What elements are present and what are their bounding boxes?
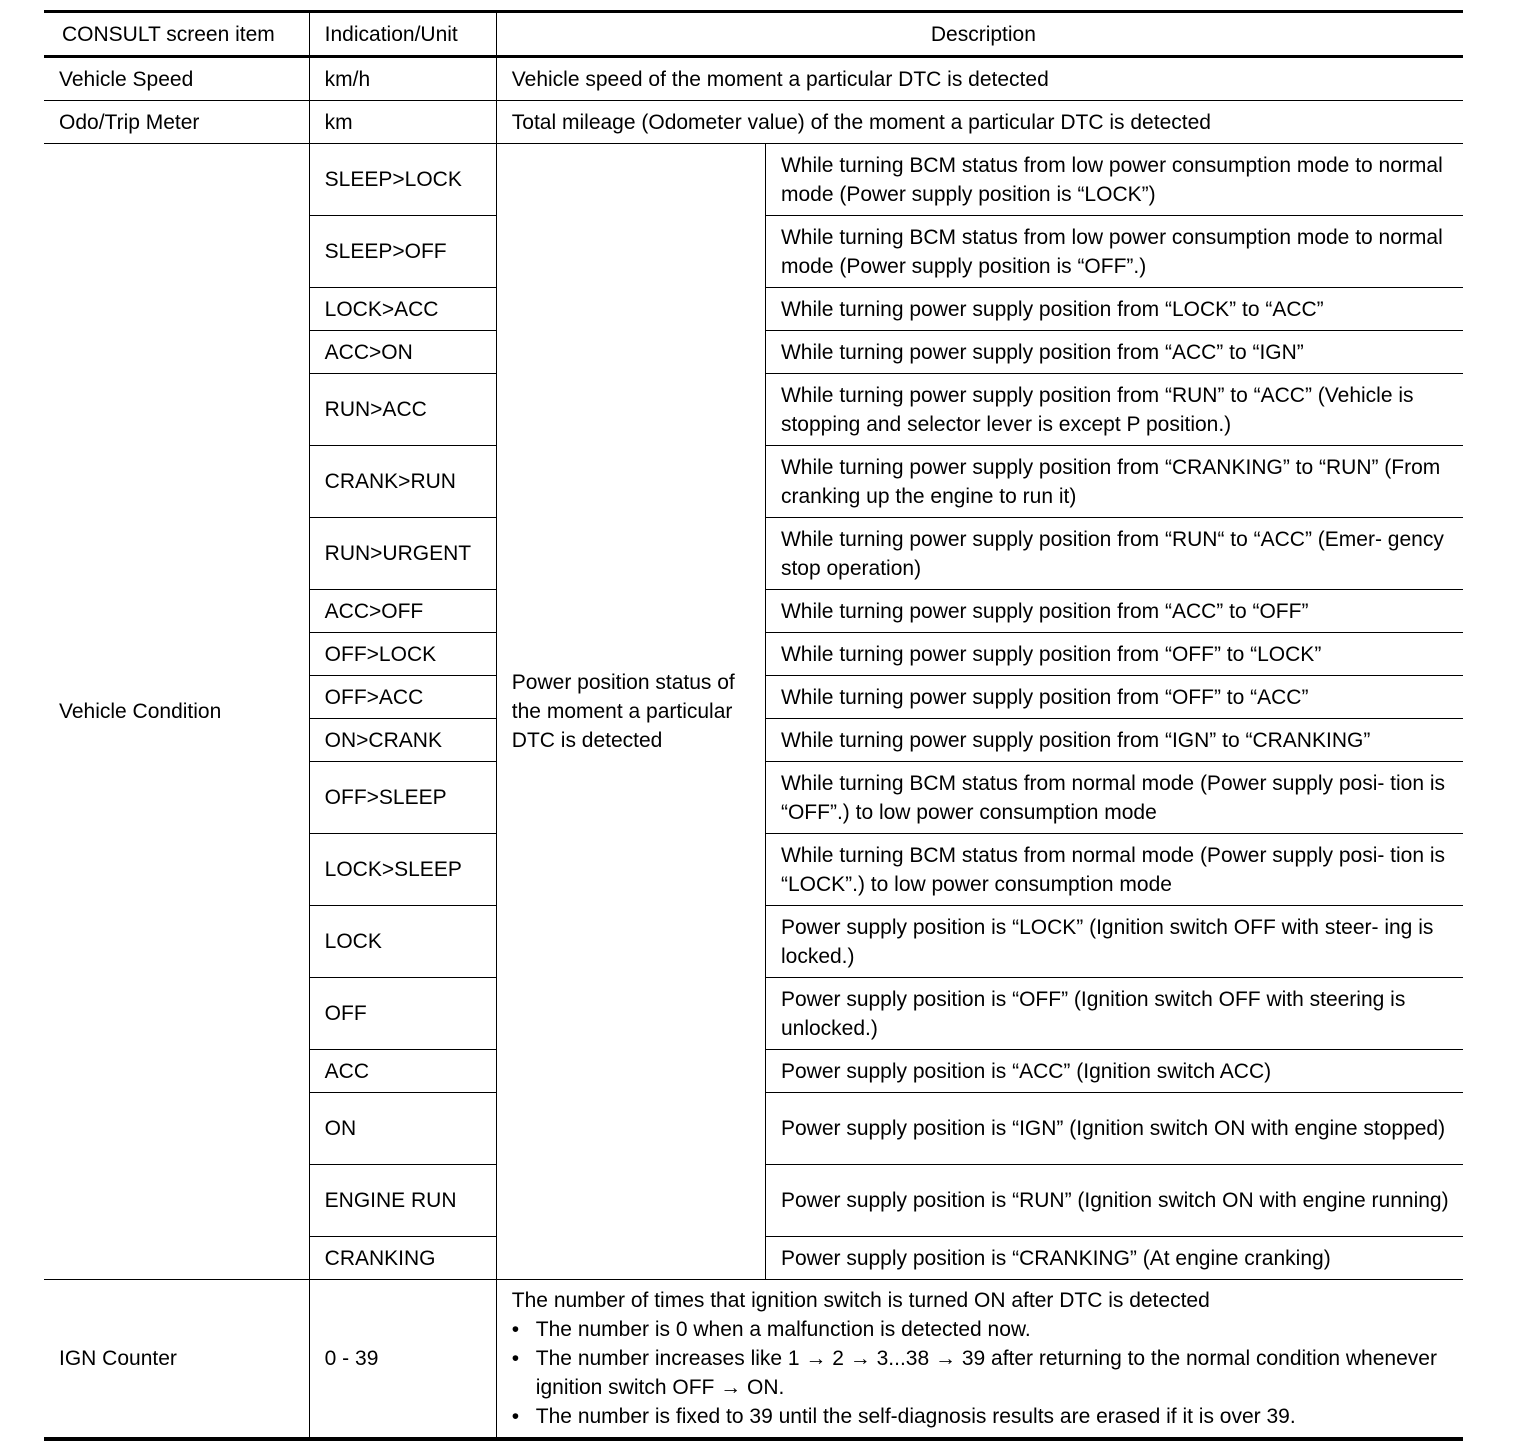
- condition-description: While turning BCM status from low power consumption mode to normal mode (Power supply position is “LOCK”): [765, 144, 1463, 216]
- condition-description: While turning BCM status from normal mode (Power supply posi- tion is “OFF”.) to low power consumption mode: [765, 762, 1463, 834]
- consult-data-table-document: [44, 10, 1463, 1441]
- odo-trip-unit: km: [309, 101, 496, 144]
- condition-description: While turning power supply position from “ACC” to “OFF”: [765, 590, 1463, 633]
- condition-description: Power supply position is “CRANKING” (At engine cranking): [765, 1237, 1463, 1280]
- bullet-text: The number increases like 1 → 2 → 3...38 → 39 after returning to the normal condition whenever ignition switch OFF → ON.: [535, 1347, 1437, 1399]
- condition-description: While turning BCM status from normal mode (Power supply posi- tion is “LOCK”.) to low power consumption mode: [765, 834, 1463, 906]
- condition-description: While turning power supply position from “RUN” to “ACC” (Vehicle is stopping and selector lever is except P position.): [765, 374, 1463, 446]
- table-row: [44, 101, 1463, 144]
- condition-value: OFF: [309, 978, 496, 1050]
- ign-counter-bullet-list: [512, 1315, 1453, 1431]
- header-row: [44, 12, 1463, 57]
- condition-value: ACC>OFF: [309, 590, 496, 633]
- header-description: Description: [496, 12, 1463, 57]
- condition-description: Power supply position is “LOCK” (Ignition switch OFF with steer- ing is locked.): [765, 906, 1463, 978]
- table-row: [44, 1280, 1463, 1440]
- vehicle-speed-item: Vehicle Speed: [44, 57, 309, 101]
- bullet-icon: •: [511, 1405, 520, 1428]
- table-row: [44, 57, 1463, 101]
- bullet-text: The number is fixed to 39 until the self-diagnosis results are erased if it is over 39.: [535, 1405, 1296, 1428]
- consult-data-table: [44, 10, 1463, 1441]
- condition-value: SLEEP>OFF: [309, 216, 496, 288]
- odo-trip-item: Odo/Trip Meter: [44, 101, 309, 144]
- condition-value: ON>CRANK: [309, 719, 496, 762]
- odo-trip-description: Total mileage (Odometer value) of the moment a particular DTC is detected: [496, 101, 1463, 144]
- condition-value: ACC>ON: [309, 331, 496, 374]
- condition-value: RUN>URGENT: [309, 518, 496, 590]
- vehicle-condition-item: Vehicle Condition: [44, 144, 309, 1280]
- condition-value: CRANKING: [309, 1237, 496, 1280]
- list-item: [512, 1344, 1453, 1402]
- ign-counter-description: [496, 1280, 1463, 1440]
- condition-description: While turning power supply position from “OFF” to “LOCK”: [765, 633, 1463, 676]
- condition-value: LOCK>ACC: [309, 288, 496, 331]
- vehicle-speed-description: Vehicle speed of the moment a particular DTC is detected: [496, 57, 1463, 101]
- condition-value: CRANK>RUN: [309, 446, 496, 518]
- condition-value: OFF>SLEEP: [309, 762, 496, 834]
- vehicle-condition-summary: Power position status of the moment a particular DTC is detected: [496, 144, 765, 1280]
- condition-description: While turning power supply position from “OFF” to “ACC”: [765, 676, 1463, 719]
- bullet-text: The number is 0 when a malfunction is detected now.: [535, 1318, 1031, 1341]
- ign-counter-unit: 0 - 39: [309, 1280, 496, 1440]
- condition-description: While turning power supply position from “RUN“ to “ACC” (Emer- gency stop operation): [765, 518, 1463, 590]
- condition-value: LOCK: [309, 906, 496, 978]
- condition-value: LOCK>SLEEP: [309, 834, 496, 906]
- condition-description: While turning power supply position from “IGN” to “CRANKING”: [765, 719, 1463, 762]
- condition-value: ACC: [309, 1050, 496, 1093]
- condition-description: Power supply position is “OFF” (Ignition switch OFF with steering is unlocked.): [765, 978, 1463, 1050]
- condition-description: While turning power supply position from “LOCK” to “ACC”: [765, 288, 1463, 331]
- condition-value: RUN>ACC: [309, 374, 496, 446]
- bullet-icon: •: [511, 1318, 520, 1341]
- condition-value: OFF>LOCK: [309, 633, 496, 676]
- ign-counter-item: IGN Counter: [44, 1280, 309, 1440]
- condition-description: Power supply position is “IGN” (Ignition switch ON with engine stopped): [765, 1093, 1463, 1165]
- list-item: [512, 1315, 1453, 1344]
- header-consult-screen-item: CONSULT screen item: [44, 12, 309, 57]
- list-item: [512, 1402, 1453, 1431]
- condition-value: SLEEP>LOCK: [309, 144, 496, 216]
- bullet-icon: •: [511, 1347, 520, 1370]
- condition-value: OFF>ACC: [309, 676, 496, 719]
- condition-value: ON: [309, 1093, 496, 1165]
- condition-description: Power supply position is “ACC” (Ignition switch ACC): [765, 1050, 1463, 1093]
- condition-description: While turning BCM status from low power consumption mode to normal mode (Power supply position is “OFF”.): [765, 216, 1463, 288]
- condition-description: While turning power supply position from “CRANKING” to “RUN” (From cranking up the engine to run it): [765, 446, 1463, 518]
- condition-description: While turning power supply position from “ACC” to “IGN”: [765, 331, 1463, 374]
- vehicle-speed-unit: km/h: [309, 57, 496, 101]
- condition-description: Power supply position is “RUN” (Ignition switch ON with engine running): [765, 1165, 1463, 1237]
- header-indication-unit: Indication/Unit: [309, 12, 496, 57]
- table-row: [44, 144, 1463, 216]
- condition-value: ENGINE RUN: [309, 1165, 496, 1237]
- ign-counter-intro: The number of times that ignition switch is turned ON after DTC is detected: [511, 1289, 1210, 1312]
